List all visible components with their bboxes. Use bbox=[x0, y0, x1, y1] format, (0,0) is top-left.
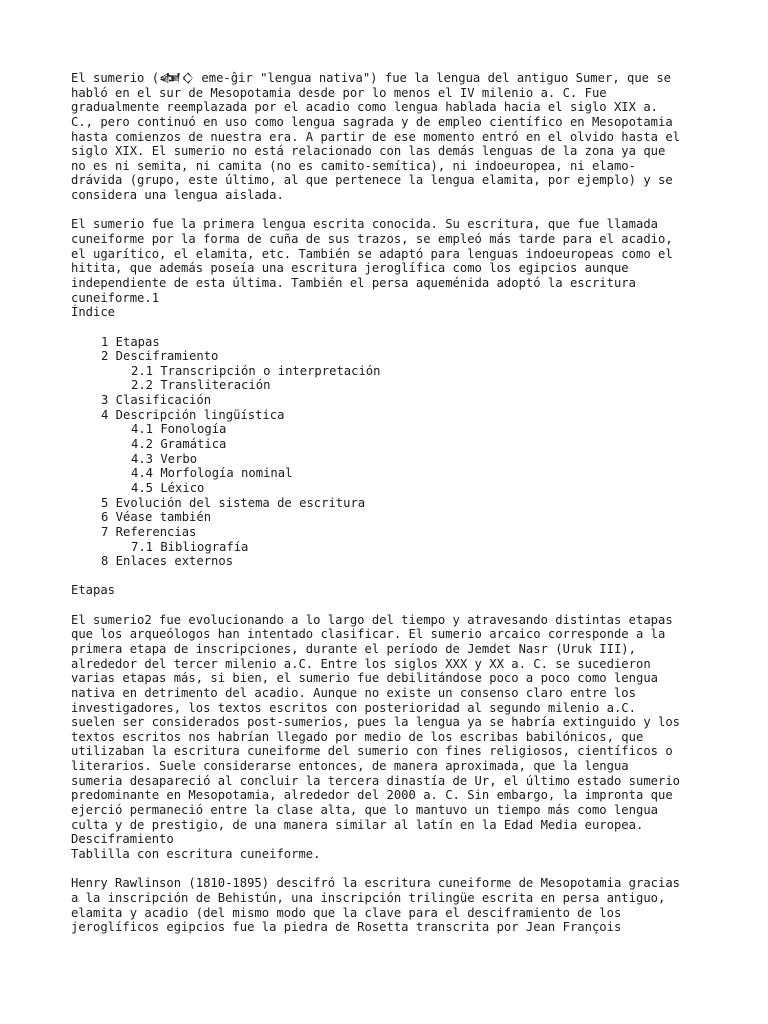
text-line: el ugarítico, el elamita, etc. También se adaptó para lenguas indoeuropeas como el bbox=[71, 246, 673, 261]
paragraph-etapas bbox=[71, 613, 711, 862]
text-line: literarios. Suele considerarse entonces, de manera aproximada, que la lengua bbox=[71, 759, 629, 774]
text-line: que los arqueólogos han intentado clasificar. El sumerio arcaico corresponde a la bbox=[71, 627, 666, 642]
toc-item[interactable]: 4 Descripción lingüística bbox=[101, 407, 285, 422]
text-line: ejerció permaneció entre la clase alta, que lo mantuvo un tiempo más como lengua bbox=[71, 803, 658, 818]
blank-line bbox=[71, 320, 711, 335]
toc-subitem[interactable]: 4.2 Gramática bbox=[131, 437, 227, 452]
toc-subitem[interactable]: 4.4 Morfología nominal bbox=[131, 466, 293, 481]
text-line: independiente de esta última. También el persa aqueménida adoptó la escritura bbox=[71, 275, 636, 290]
toc-subitem[interactable]: 2.1 Transcripción o interpretación bbox=[131, 363, 381, 378]
text-line: predominante en Mesopotamia, alrededor del 2000 a. C. Sin embargo, la impronta que bbox=[71, 788, 673, 803]
toc-subitem[interactable]: 4.3 Verbo bbox=[131, 451, 198, 466]
text-line: textos escritos nos habrían llegado por medio de los escribas babilónicos, que bbox=[71, 729, 644, 744]
text-line: primera etapa de inscripciones, durante el período de Jemdet Nasr (Uruk III), bbox=[71, 641, 636, 656]
text-line: nativa en detrimento del acadio. Aunque no existe un consenso claro entre los bbox=[71, 685, 636, 700]
text-line: suelen ser considerados post-sumerios, pues la lengua ya se habría extinguido y los bbox=[71, 715, 681, 730]
text-line: El sumerio fue la primera lengua escrita conocida. Su escritura, que fue llamada bbox=[71, 217, 658, 232]
document-page bbox=[71, 71, 711, 935]
toc-item[interactable]: 5 Evolución del sistema de escritura bbox=[101, 495, 366, 510]
blank-line bbox=[71, 203, 711, 218]
text-line: elamita y acadio (del mismo modo que la clave para el desciframiento de los bbox=[71, 905, 622, 920]
toc-item[interactable]: 1 Etapas bbox=[101, 334, 160, 349]
text-line: El sumerio (𒅾𒄭 eme-ĝir "lengua nativa") fue la lengua del antiguo Sumer, que se bbox=[71, 71, 672, 85]
text-line: drávida (grupo, este último, al que pertenece la lengua elamita, por ejemplo) y se bbox=[71, 173, 673, 188]
toc-item[interactable]: 8 Enlaces externos bbox=[101, 554, 234, 569]
toc-item[interactable]: 6 Véase también bbox=[101, 510, 212, 525]
text-line: cuneiforme.1 bbox=[71, 290, 160, 305]
toc-subitem[interactable]: 4.5 Léxico bbox=[131, 480, 205, 495]
toc-subitem[interactable]: 4.1 Fonología bbox=[131, 422, 227, 437]
text-line: jeroglíficos egipcios fue la piedra de Rosetta transcrita por Jean François bbox=[71, 920, 622, 935]
index-heading: Índice bbox=[71, 305, 116, 320]
text-line: considera una lengua aislada. bbox=[71, 188, 284, 203]
text-line: investigadores, los textos escritos con posterioridad al segundo milenio a.C. bbox=[71, 700, 636, 715]
text-line: gradualmente reemplazada por el acadio como lengua hablada hacia el siglo XIX a. bbox=[71, 100, 658, 115]
image-caption: Tablilla con escritura cuneiforme. bbox=[71, 846, 321, 861]
text-line: hasta comienzos de nuestra era. A partir de ese momento entró en el olvido hasta el bbox=[71, 129, 681, 144]
table-of-contents bbox=[71, 335, 711, 569]
text-line: cuneiforme por la forma de cuña de sus trazos, se empleó más tarde para el acadio, bbox=[71, 232, 673, 247]
text-line: utilizaban la escritura cuneiforme del sumerio con fines religiosos, científicos o bbox=[71, 744, 673, 759]
toc-subitem[interactable]: 7.1 Bibliografía bbox=[131, 539, 249, 554]
toc-item[interactable]: 2 Desciframiento bbox=[101, 349, 219, 364]
text-line: habló en el sur de Mesopotamia desde por lo menos el IV milenio a. C. Fue bbox=[71, 85, 607, 100]
toc-item[interactable]: 7 Referencias bbox=[101, 524, 197, 539]
text-line: varias etapas más, si bien, el sumerio fue debilitándose poco a poco como lengua bbox=[71, 671, 658, 686]
paragraph-rawlinson bbox=[71, 876, 711, 935]
paragraph-writing bbox=[71, 217, 711, 305]
text-line: a la inscripción de Behistún, una inscripción trilingüe escrita en persa antiguo, bbox=[71, 890, 666, 905]
text-line: alrededor del tercer milenio a.C. Entre los siglos XXX y XX a. C. se sucedieron bbox=[71, 656, 651, 671]
text-line: no es ni semita, ni camita (no es camito-semítica), ni indoeuropea, ni elamo- bbox=[71, 158, 636, 173]
blank-line bbox=[71, 569, 711, 584]
section-heading-desciframiento: Desciframiento bbox=[71, 832, 174, 847]
paragraph-intro bbox=[71, 71, 711, 203]
text-line: sumeria desapareció al concluir la tercera dinastía de Ur, el último estado sumerio bbox=[71, 773, 681, 788]
text-line: Henry Rawlinson (1810-1895) descifró la escritura cuneiforme de Mesopotamia gracias bbox=[71, 876, 681, 891]
blank-line bbox=[71, 598, 711, 613]
text-line: C., pero continuó en uso como lengua sagrada y de empleo científico en Mesopotamia bbox=[71, 114, 673, 129]
text-line: hitita, que además poseía una escritura jeroglífica como los egipcios aunque bbox=[71, 261, 629, 276]
toc-item[interactable]: 3 Clasificación bbox=[101, 393, 212, 408]
text-line: culta y de prestigio, de una manera similar al latín en la Edad Media europea. bbox=[71, 817, 644, 832]
toc-subitem[interactable]: 2.2 Transliteración bbox=[131, 378, 271, 393]
text-line: siglo XIX. El sumerio no está relacionado con las demás lenguas de la zona ya que bbox=[71, 144, 666, 159]
blank-line bbox=[71, 862, 711, 877]
section-heading-etapas: Etapas bbox=[71, 583, 116, 598]
text-line: El sumerio2 fue evolucionando a lo largo del tiempo y atravesando distintas etapas bbox=[71, 612, 673, 627]
